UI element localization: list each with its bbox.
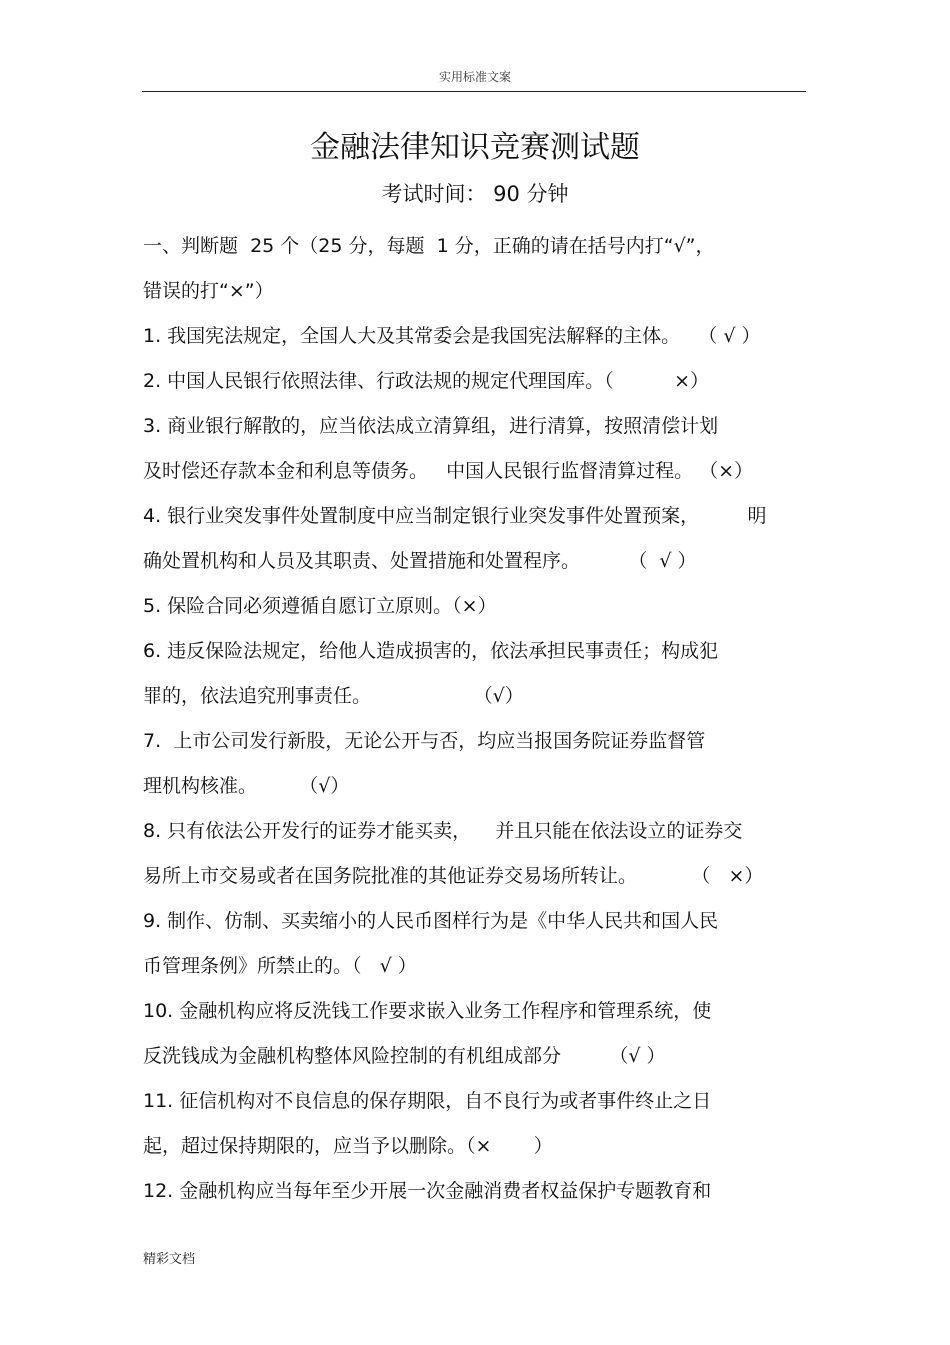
header-divider [142, 91, 806, 92]
section-heading: 一、判断题 25 个（25 分，每题 1 分，正确的请在括号内打“√”， [143, 235, 715, 257]
question-8-continued: 易所上市交易或者在国务院批准的其他证券交易场所转让。 （ ×） [143, 865, 764, 887]
question-10-continued: 反洗钱成为金融机构整体风险控制的有机组成部分 （√ ） [143, 1045, 666, 1067]
question-9: 9. 制作、仿制、买卖缩小的人民币图样行为是《中华人民共和国人民 [143, 910, 719, 932]
question-1: 1. 我国宪法规定，全国人大及其常委会是我国宪法解释的主体。 （ √ ） [143, 325, 761, 347]
question-11-continued: 起，超过保持期限的，应当予以删除。（× ） [143, 1135, 553, 1157]
section-heading-continued: 错误的打“×”） [143, 280, 274, 302]
question-2: 2. 中国人民银行依照法律、行政法规的规定代理国库。（ ×） [143, 370, 709, 392]
page-footer-label: 精彩文档 [143, 1252, 196, 1267]
question-3-continued: 及时偿还存款本金和利息等债务。 中国人民银行监督清算过程。 （×） [143, 460, 754, 482]
question-8: 8. 只有依法公开发行的证券才能买卖， 并且只能在依法设立的证券交 [143, 820, 743, 842]
question-10: 10. 金融机构应将反洗钱工作要求嵌入业务工作程序和管理系统，使 [143, 1000, 712, 1022]
exam-duration: 考试时间： 90 分钟 [381, 182, 569, 206]
question-6-continued: 罪的，依法追究刑事责任。 （√） [143, 685, 524, 707]
page-header-label: 实用标准文案 [438, 70, 511, 84]
question-body [143, 224, 807, 1214]
question-12: 12. 金融机构应当每年至少开展一次金融消费者权益保护专题教育和 [143, 1180, 712, 1202]
document-title: 金融法律知识竞赛测试题 [310, 130, 640, 165]
question-7-continued: 理机构核准。 （√） [143, 775, 350, 797]
question-11: 11. 征信机构对不良信息的保存期限，自不良行为或者事件终止之日 [143, 1090, 712, 1112]
question-4-continued: 确处置机构和人员及其职责、处置措施和处置程序。 （ √ ） [143, 550, 697, 572]
question-6: 6. 违反保险法规定，给他人造成损害的，依法承担民事责任；构成犯 [143, 640, 719, 662]
question-3: 3. 商业银行解散的，应当依法成立清算组，进行清算，按照清偿计划 [143, 415, 719, 437]
question-5: 5. 保险合同必须遵循自愿订立原则。（×） [143, 595, 497, 617]
question-7: 7. 上市公司发行新股，无论公开与否，均应当报国务院证券监督管 [143, 730, 706, 752]
question-9-continued: 币管理条例》所禁止的。（ √ ） [143, 955, 417, 977]
question-4: 4. 银行业突发事件处置制度中应当制定银行业突发事件处置预案， 明 [143, 505, 767, 527]
